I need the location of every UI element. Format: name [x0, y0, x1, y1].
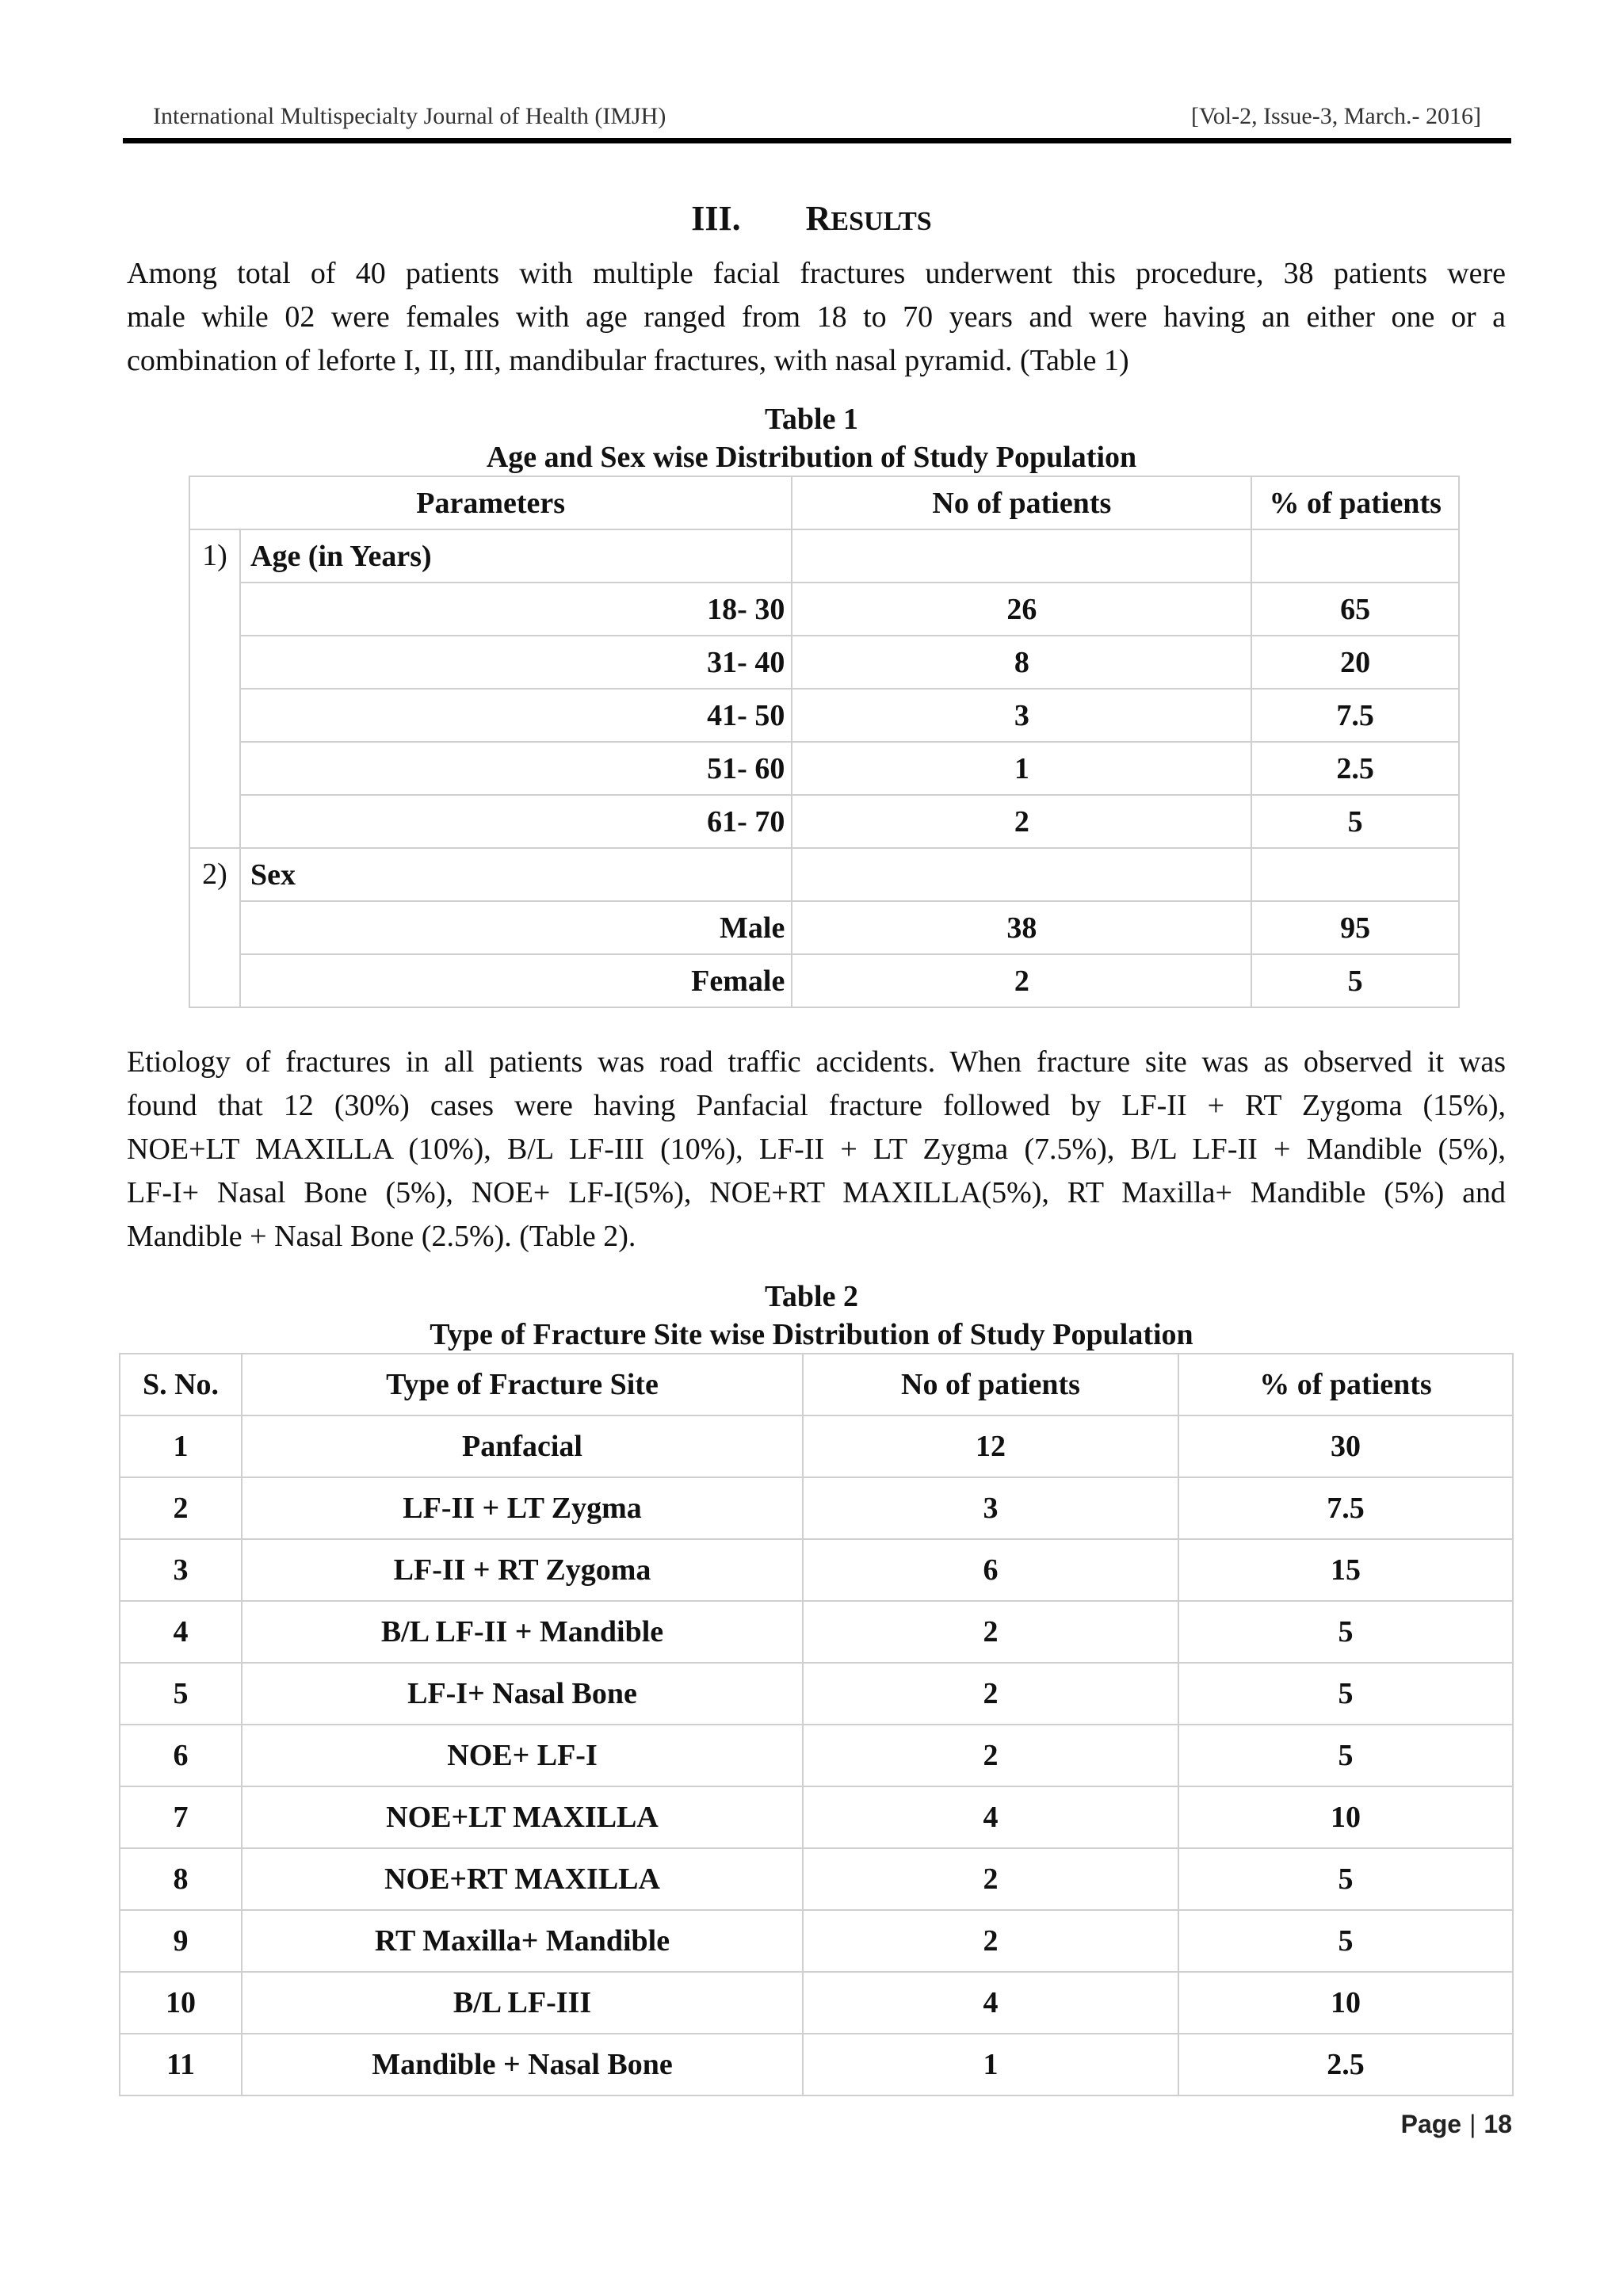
results-paragraph-1 [127, 252, 1506, 383]
table-row [189, 689, 1459, 742]
percent-cell: 10 [1178, 1972, 1513, 2034]
table-header-row [120, 1354, 1513, 1415]
group-number: 2) [189, 848, 240, 1007]
count-cell: 1 [803, 2034, 1178, 2095]
issue-info: [Vol-2, Issue-3, March.- 2016] [1190, 103, 1481, 129]
paragraph-line: Among total of 40 patients with multiple facial fractures underwent this procedure, 38 patients were [127, 257, 1506, 290]
percent-cell: 5 [1178, 1725, 1513, 1786]
table-row [120, 1972, 1513, 2034]
count-cell: 8 [792, 636, 1251, 689]
count-cell: 6 [803, 1539, 1178, 1601]
fracture-site-cell: LF-II + RT Zygoma [242, 1539, 803, 1601]
percent-cell: 5 [1178, 1848, 1513, 1910]
paragraph-line: NOE+LT MAXILLA (10%), B/L LF-III (10%), LF-II + LT Zygma (7.5%), B/L LF-II + Mandible (5%), [127, 1133, 1506, 1166]
header-cell: Type of Fracture Site [242, 1354, 803, 1415]
serial-cell: 9 [120, 1910, 242, 1972]
paragraph-line: Etiology of fractures in all patients was road traffic accidents. When fracture site was as observed it was [127, 1045, 1506, 1079]
fracture-site-cell: B/L LF-III [242, 1972, 803, 2034]
count-cell: 2 [803, 1601, 1178, 1663]
count-cell: 38 [792, 901, 1251, 954]
page-label: Page [1400, 2110, 1462, 2138]
table-row [189, 583, 1459, 636]
section-title-rest: ESULTS [831, 207, 932, 236]
table-header-row [189, 476, 1459, 529]
percent-cell: 7.5 [1178, 1477, 1513, 1539]
table-group-row [189, 529, 1459, 583]
fracture-site-cell: NOE+RT MAXILLA [242, 1848, 803, 1910]
count-cell: 3 [792, 689, 1251, 742]
fracture-site-table [119, 1353, 1514, 2096]
percent-cell: 20 [1251, 636, 1459, 689]
param-cell: Female [240, 954, 792, 1007]
paragraph-line: male while 02 were females with age ranged from 18 to 70 years and were having an either one or a [127, 300, 1506, 334]
fracture-site-cell: LF-II + LT Zygma [242, 1477, 803, 1539]
paragraph-line: combination of leforte I, II, III, mandibular fractures, with nasal pyramid. (Table 1) [127, 344, 1129, 377]
page-separator: | [1469, 2110, 1476, 2138]
fracture-site-cell: NOE+ LF-I [242, 1725, 803, 1786]
header-cell: Parameters [189, 476, 792, 529]
serial-cell: 4 [120, 1601, 242, 1663]
serial-cell: 1 [120, 1415, 242, 1477]
percent-cell: 5 [1178, 1601, 1513, 1663]
paragraph-line: LF-I+ Nasal Bone (5%), NOE+ LF-I(5%), NOE+RT MAXILLA(5%), RT Maxilla+ Mandible (5%) and [127, 1176, 1506, 1209]
percent-cell: 65 [1251, 583, 1459, 636]
serial-cell: 3 [120, 1539, 242, 1601]
paragraph-line: found that 12 (30%) cases were having Panfacial fracture followed by LF-II + RT Zygoma (15%), [127, 1089, 1506, 1122]
count-cell: 2 [803, 1725, 1178, 1786]
table-row [189, 795, 1459, 848]
group-label: Sex [240, 848, 792, 901]
count-cell: 12 [803, 1415, 1178, 1477]
count-cell: 2 [792, 795, 1251, 848]
paragraph-line: Mandible + Nasal Bone (2.5%). (Table 2). [127, 1220, 636, 1253]
count-cell: 4 [803, 1786, 1178, 1848]
header-rule [123, 138, 1511, 143]
percent-cell: 5 [1178, 1910, 1513, 1972]
percent-cell: 7.5 [1251, 689, 1459, 742]
count-cell: 26 [792, 583, 1251, 636]
param-cell: 18- 30 [240, 583, 792, 636]
count-cell: 2 [803, 1663, 1178, 1725]
percent-cell: 10 [1178, 1786, 1513, 1848]
table2-caption [0, 1278, 1623, 1354]
serial-cell: 5 [120, 1663, 242, 1725]
table-row [120, 1786, 1513, 1848]
table-row [189, 636, 1459, 689]
age-sex-table [189, 476, 1460, 1008]
table-row [120, 1415, 1513, 1477]
serial-cell: 10 [120, 1972, 242, 2034]
table-row [189, 742, 1459, 795]
group-number: 1) [189, 529, 240, 848]
page-number [1401, 2110, 1512, 2139]
percent-cell: 30 [1178, 1415, 1513, 1477]
param-cell: Male [240, 901, 792, 954]
table1-label: Table 1 [765, 403, 858, 436]
table-row [120, 1725, 1513, 1786]
group-label: Age (in Years) [240, 529, 792, 583]
serial-cell: 2 [120, 1477, 242, 1539]
fracture-site-cell: Mandible + Nasal Bone [242, 2034, 803, 2095]
serial-cell: 11 [120, 2034, 242, 2095]
table-row [120, 1848, 1513, 1910]
table-row [189, 954, 1459, 1007]
table-group-row [189, 848, 1459, 901]
header-cell: % of patients [1178, 1354, 1513, 1415]
count-cell: 4 [803, 1972, 1178, 2034]
table1-title: Age and Sex wise Distribution of Study Population [486, 441, 1137, 474]
percent-cell: 5 [1251, 795, 1459, 848]
table-row [120, 2034, 1513, 2095]
percent-cell: 2.5 [1178, 2034, 1513, 2095]
table-row [120, 1477, 1513, 1539]
running-header [123, 97, 1511, 136]
section-title-initial: R [805, 199, 831, 238]
table1-caption [0, 400, 1623, 476]
page-number-value: 18 [1484, 2110, 1512, 2138]
count-cell: 2 [803, 1910, 1178, 1972]
serial-cell: 7 [120, 1786, 242, 1848]
fracture-site-cell: Panfacial [242, 1415, 803, 1477]
param-cell: 61- 70 [240, 795, 792, 848]
table-row [189, 901, 1459, 954]
header-cell: No of patients [792, 476, 1251, 529]
fracture-site-cell: B/L LF-II + Mandible [242, 1601, 803, 1663]
count-cell: 1 [792, 742, 1251, 795]
param-cell: 41- 50 [240, 689, 792, 742]
table-row [120, 1910, 1513, 1972]
param-cell: 31- 40 [240, 636, 792, 689]
fracture-site-cell: NOE+LT MAXILLA [242, 1786, 803, 1848]
fracture-site-cell: RT Maxilla+ Mandible [242, 1910, 803, 1972]
percent-cell: 15 [1178, 1539, 1513, 1601]
results-paragraph-2 [127, 1041, 1506, 1259]
param-cell: 51- 60 [240, 742, 792, 795]
header-cell: % of patients [1251, 476, 1459, 529]
table-row [120, 1601, 1513, 1663]
table-row [120, 1539, 1513, 1601]
serial-cell: 8 [120, 1848, 242, 1910]
count-cell: 2 [803, 1848, 1178, 1910]
table2-title: Type of Fracture Site wise Distribution of Study Population [430, 1318, 1193, 1351]
percent-cell: 95 [1251, 901, 1459, 954]
table2-label: Table 2 [765, 1280, 858, 1313]
table-row [120, 1663, 1513, 1725]
journal-name: International Multispecialty Journal of Health (IMJH) [153, 103, 666, 129]
fracture-site-cell: LF-I+ Nasal Bone [242, 1663, 803, 1725]
header-cell: S. No. [120, 1354, 242, 1415]
header-cell: No of patients [803, 1354, 1178, 1415]
section-number: III. [691, 199, 741, 238]
percent-cell: 5 [1178, 1663, 1513, 1725]
percent-cell: 5 [1251, 954, 1459, 1007]
percent-cell: 2.5 [1251, 742, 1459, 795]
count-cell: 2 [792, 954, 1251, 1007]
section-heading [0, 198, 1623, 239]
serial-cell: 6 [120, 1725, 242, 1786]
count-cell: 3 [803, 1477, 1178, 1539]
